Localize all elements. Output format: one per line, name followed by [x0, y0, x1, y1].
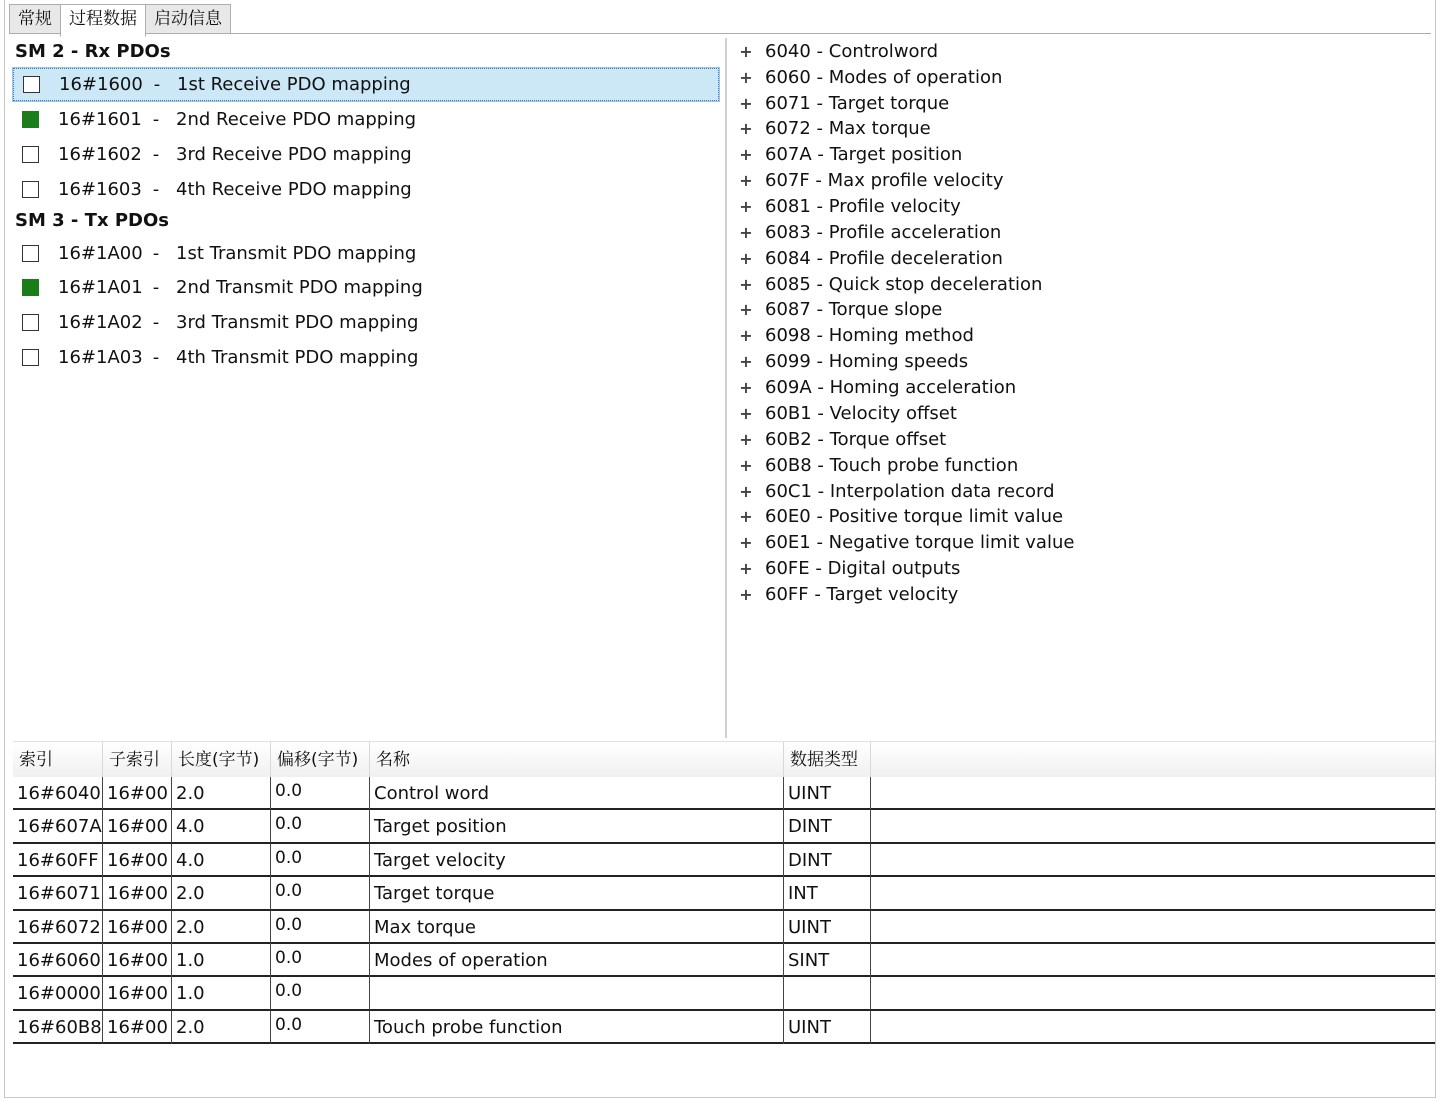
object-entry[interactable] [739, 503, 1063, 529]
object-label: 60B8 - Touch probe function [765, 454, 1019, 476]
pdo-checkbox[interactable] [22, 314, 39, 331]
cell-subindex: 16#00 [103, 777, 172, 810]
cell-index: 16#6072 [13, 911, 103, 944]
process-data-window [4, 0, 1436, 1098]
pdo-index: 16#1A00 [58, 243, 143, 264]
cell-offset: 0.0 [271, 944, 370, 977]
cell-name: Touch probe function [370, 1011, 784, 1044]
cell-name: Target position [370, 810, 784, 843]
tab-process-data[interactable]: 过程数据 [60, 4, 146, 37]
expand-plus-icon[interactable]: + [739, 222, 753, 242]
object-label: 6083 - Profile acceleration [765, 221, 1002, 243]
header-subindex[interactable]: 子索引 [103, 742, 172, 778]
cell-length: 2.0 [172, 777, 271, 810]
cell-datatype: DINT [784, 844, 871, 877]
cell-datatype: SINT [784, 944, 871, 977]
pdo-name: 3rd Transmit PDO mapping [176, 312, 419, 333]
pdo-index: 16#1602 [58, 144, 142, 165]
object-entry[interactable] [739, 348, 968, 374]
expand-plus-icon[interactable]: + [739, 481, 753, 501]
object-label: 607A - Target position [765, 143, 963, 165]
object-entry[interactable] [739, 374, 1016, 400]
pdo-index: 16#1A02 [58, 312, 143, 333]
pdo-index: 16#1A03 [58, 347, 143, 368]
table-row[interactable] [13, 777, 1435, 810]
pdo-assignment-pane [13, 38, 723, 738]
object-label: 6099 - Homing speeds [765, 350, 969, 372]
sm3-header: SM 3 - Tx PDOs [15, 210, 169, 231]
cell-subindex: 16#00 [103, 877, 172, 910]
object-label: 609A - Homing acceleration [765, 376, 1017, 398]
table-row[interactable] [13, 977, 1435, 1010]
cell-datatype: UINT [784, 911, 871, 944]
pdo-row-1a01[interactable] [13, 271, 719, 304]
cell-index: 16#6040 [13, 777, 103, 810]
pdo-separator: - [152, 277, 160, 298]
cell-offset: 0.0 [271, 844, 370, 877]
object-label: 60E1 - Negative torque limit value [765, 531, 1075, 553]
object-label: 6098 - Homing method [765, 324, 974, 346]
pdo-name: 1st Receive PDO mapping [177, 74, 411, 95]
object-label: 6084 - Profile deceleration [765, 247, 1003, 269]
pdo-index: 16#1600 [59, 74, 143, 95]
cell-subindex: 16#00 [103, 944, 172, 977]
expand-plus-icon[interactable]: + [739, 377, 753, 397]
sm2-header: SM 2 - Rx PDOs [15, 41, 171, 62]
object-entry[interactable] [739, 400, 957, 426]
table-row[interactable] [13, 844, 1435, 877]
object-entry[interactable] [739, 581, 958, 607]
expand-plus-icon[interactable]: + [739, 41, 753, 61]
table-header [13, 741, 1435, 777]
table-row[interactable] [13, 1011, 1435, 1044]
expand-plus-icon[interactable]: + [739, 299, 753, 319]
object-label: 60FE - Digital outputs [765, 557, 961, 579]
object-entry[interactable] [739, 271, 1042, 297]
cell-subindex: 16#00 [103, 810, 172, 843]
pdo-separator: - [153, 74, 161, 95]
object-entry[interactable] [739, 115, 931, 141]
cell-length: 1.0 [172, 944, 271, 977]
pdo-checkbox[interactable] [22, 111, 39, 128]
pdo-row-1a03[interactable] [13, 341, 719, 374]
object-entry[interactable] [739, 167, 1004, 193]
cell-offset: 0.0 [271, 777, 370, 810]
cell-length: 2.0 [172, 877, 271, 910]
pdo-row-1601[interactable] [13, 103, 719, 136]
object-entry[interactable] [739, 478, 1055, 504]
pdo-index: 16#1A01 [58, 277, 143, 298]
pdo-name: 4th Transmit PDO mapping [176, 347, 419, 368]
object-label: 607F - Max profile velocity [765, 169, 1004, 191]
pdo-checkbox[interactable] [22, 146, 39, 163]
cell-offset: 0.0 [271, 810, 370, 843]
pdo-name: 2nd Receive PDO mapping [176, 109, 417, 130]
pdo-checkbox[interactable] [23, 76, 40, 93]
expand-plus-icon[interactable]: + [739, 67, 753, 87]
object-entry[interactable] [739, 64, 1002, 90]
cell-datatype [784, 977, 871, 1010]
tab-bar [9, 4, 230, 34]
expand-plus-icon[interactable]: + [739, 93, 753, 113]
cell-length: 2.0 [172, 1011, 271, 1044]
pdo-index: 16#1603 [58, 179, 142, 200]
cell-subindex: 16#00 [103, 977, 172, 1010]
pdo-separator: - [152, 109, 160, 130]
cell-offset: 0.0 [271, 911, 370, 944]
header-datatype[interactable]: 数据类型 [784, 742, 871, 778]
pdo-checkbox[interactable] [22, 279, 39, 296]
expand-plus-icon[interactable]: + [739, 274, 753, 294]
expand-plus-icon[interactable]: + [739, 248, 753, 268]
cell-index: 16#6060 [13, 944, 103, 977]
object-label: 60E0 - Positive torque limit value [765, 505, 1064, 527]
cell-index: 16#60B8 [13, 1011, 103, 1044]
cell-length: 4.0 [172, 810, 271, 843]
cell-offset: 0.0 [271, 977, 370, 1010]
object-entry[interactable] [739, 296, 942, 322]
table-row[interactable] [13, 810, 1435, 843]
table-row[interactable] [13, 877, 1435, 910]
object-entry[interactable] [739, 90, 949, 116]
object-label: 60FF - Target velocity [765, 583, 959, 605]
expand-plus-icon[interactable]: + [739, 144, 753, 164]
pdo-separator: - [152, 347, 160, 368]
object-entry[interactable] [739, 245, 1003, 271]
object-label: 60B2 - Torque offset [765, 428, 947, 450]
expand-plus-icon[interactable]: + [739, 558, 753, 578]
object-label: 6072 - Max torque [765, 117, 931, 139]
object-label: 60B1 - Velocity offset [765, 402, 957, 424]
cell-name: Target velocity [370, 844, 784, 877]
tab-divider [9, 33, 1431, 34]
cell-subindex: 16#00 [103, 911, 172, 944]
expand-plus-icon[interactable]: + [739, 351, 753, 371]
pdo-separator: - [152, 179, 160, 200]
pdo-row-1a02[interactable] [13, 306, 719, 339]
table-row[interactable] [13, 911, 1435, 944]
pdo-name: 4th Receive PDO mapping [176, 179, 412, 200]
cell-length: 1.0 [172, 977, 271, 1010]
cell-datatype: UINT [784, 777, 871, 810]
object-label: 6060 - Modes of operation [765, 66, 1003, 88]
object-entry[interactable] [739, 219, 1001, 245]
cell-name [370, 977, 784, 1010]
pdo-row-1a00[interactable] [13, 237, 719, 270]
object-dictionary-pane [725, 38, 1437, 738]
cell-name: Max torque [370, 911, 784, 944]
expand-plus-icon[interactable]: + [739, 429, 753, 449]
tab-general[interactable]: 常规 [9, 4, 61, 34]
cell-offset: 0.0 [271, 877, 370, 910]
table-row[interactable] [13, 944, 1435, 977]
cell-datatype: UINT [784, 1011, 871, 1044]
expand-plus-icon[interactable]: + [739, 118, 753, 138]
header-name[interactable]: 名称 [370, 742, 784, 778]
cell-name: Modes of operation [370, 944, 784, 977]
pdo-name: 3rd Receive PDO mapping [176, 144, 412, 165]
pdo-checkbox[interactable] [22, 245, 39, 262]
pdo-checkbox[interactable] [22, 181, 39, 198]
object-entry[interactable] [739, 529, 1074, 555]
object-label: 6085 - Quick stop deceleration [765, 273, 1043, 295]
expand-plus-icon[interactable]: + [739, 170, 753, 190]
cell-datatype: INT [784, 877, 871, 910]
pdo-name: 1st Transmit PDO mapping [176, 243, 417, 264]
cell-index: 16#60FF [13, 844, 103, 877]
expand-plus-icon[interactable]: + [739, 455, 753, 475]
cell-length: 4.0 [172, 844, 271, 877]
pdo-row-1603[interactable] [13, 173, 719, 206]
object-entry[interactable] [739, 193, 961, 219]
cell-name: Target torque [370, 877, 784, 910]
header-offset[interactable]: 偏移(字节) [271, 742, 370, 778]
pdo-index: 16#1601 [58, 109, 142, 130]
cell-subindex: 16#00 [103, 844, 172, 877]
pdo-name: 2nd Transmit PDO mapping [176, 277, 423, 298]
pdo-separator: - [152, 312, 160, 333]
cell-index: 16#607A [13, 810, 103, 843]
object-label: 60C1 - Interpolation data record [765, 480, 1055, 502]
pdo-separator: - [152, 144, 160, 165]
expand-plus-icon[interactable]: + [739, 532, 753, 552]
object-label: 6071 - Target torque [765, 92, 950, 114]
expand-plus-icon[interactable]: + [739, 584, 753, 604]
pdo-row-1600[interactable] [13, 68, 719, 101]
expand-plus-icon[interactable]: + [739, 403, 753, 423]
cell-index: 16#6071 [13, 877, 103, 910]
object-entry[interactable] [739, 426, 946, 452]
object-entry[interactable] [739, 141, 962, 167]
cell-datatype: DINT [784, 810, 871, 843]
expand-plus-icon[interactable]: + [739, 196, 753, 216]
object-entry[interactable] [739, 38, 938, 64]
cell-offset: 0.0 [271, 1011, 370, 1044]
object-label: 6081 - Profile velocity [765, 195, 961, 217]
tab-startup-info[interactable]: 启动信息 [145, 4, 231, 34]
pdo-checkbox[interactable] [22, 349, 39, 366]
object-entry[interactable] [739, 452, 1018, 478]
cell-length: 2.0 [172, 911, 271, 944]
cell-index: 16#0000 [13, 977, 103, 1010]
header-index[interactable]: 索引 [13, 742, 103, 778]
object-entry[interactable] [739, 555, 960, 581]
object-label: 6087 - Torque slope [765, 298, 943, 320]
object-label: 6040 - Controlword [765, 40, 939, 62]
expand-plus-icon[interactable]: + [739, 325, 753, 345]
cell-name: Control word [370, 777, 784, 810]
object-entry[interactable] [739, 322, 974, 348]
header-length[interactable]: 长度(字节) [172, 742, 271, 778]
cell-subindex: 16#00 [103, 1011, 172, 1044]
pdo-row-1602[interactable] [13, 138, 719, 171]
expand-plus-icon[interactable]: + [739, 506, 753, 526]
pdo-separator: - [152, 243, 160, 264]
